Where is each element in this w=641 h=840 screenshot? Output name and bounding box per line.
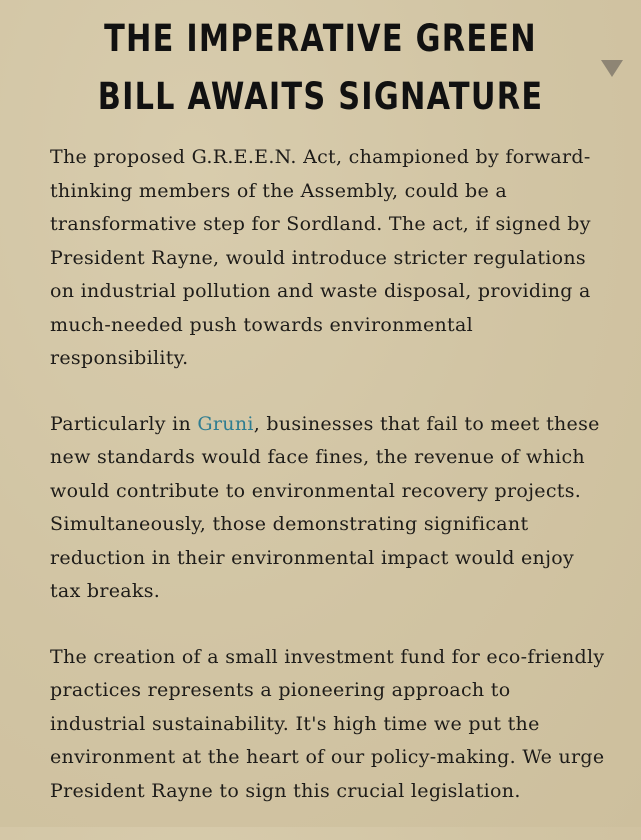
gruni-link[interactable]: Gruni xyxy=(197,412,254,435)
paragraph-2-text-start: Particularly in xyxy=(50,412,198,435)
article-paragraph-2 xyxy=(50,408,610,609)
scroll-down-triangle-icon[interactable] xyxy=(601,60,623,77)
article-paragraph-1: The proposed G.R.E.E.N. Act, championed by forward-thinking members of the Assembly, could be a transformative step for Sordland. The act, if signed by President Rayne, would introduce stricter regulations on industrial pollution and waste disposal, providing a much-needed push towards environmental responsibility. xyxy=(50,146,591,369)
article-paragraph-3: The creation of a small investment fund for eco-friendly practices represents a pioneering approach to industrial sustainability. It's high time we put the environment at the heart of our policy-making. We urge President Rayne to sign this crucial legislation. xyxy=(50,645,605,802)
article-title: THE IMPERATIVE GREEN BILL AWAITS SIGNATURE xyxy=(97,17,544,118)
article-body xyxy=(50,141,610,840)
paragraph-2-text-end: , businesses that fail to meet these new standards would face fines, the revenue of which would contribute to environmental recovery projects. Simultaneously, those demonstrating significant reduction in their environmental impact would enjoy tax breaks. xyxy=(50,412,600,602)
